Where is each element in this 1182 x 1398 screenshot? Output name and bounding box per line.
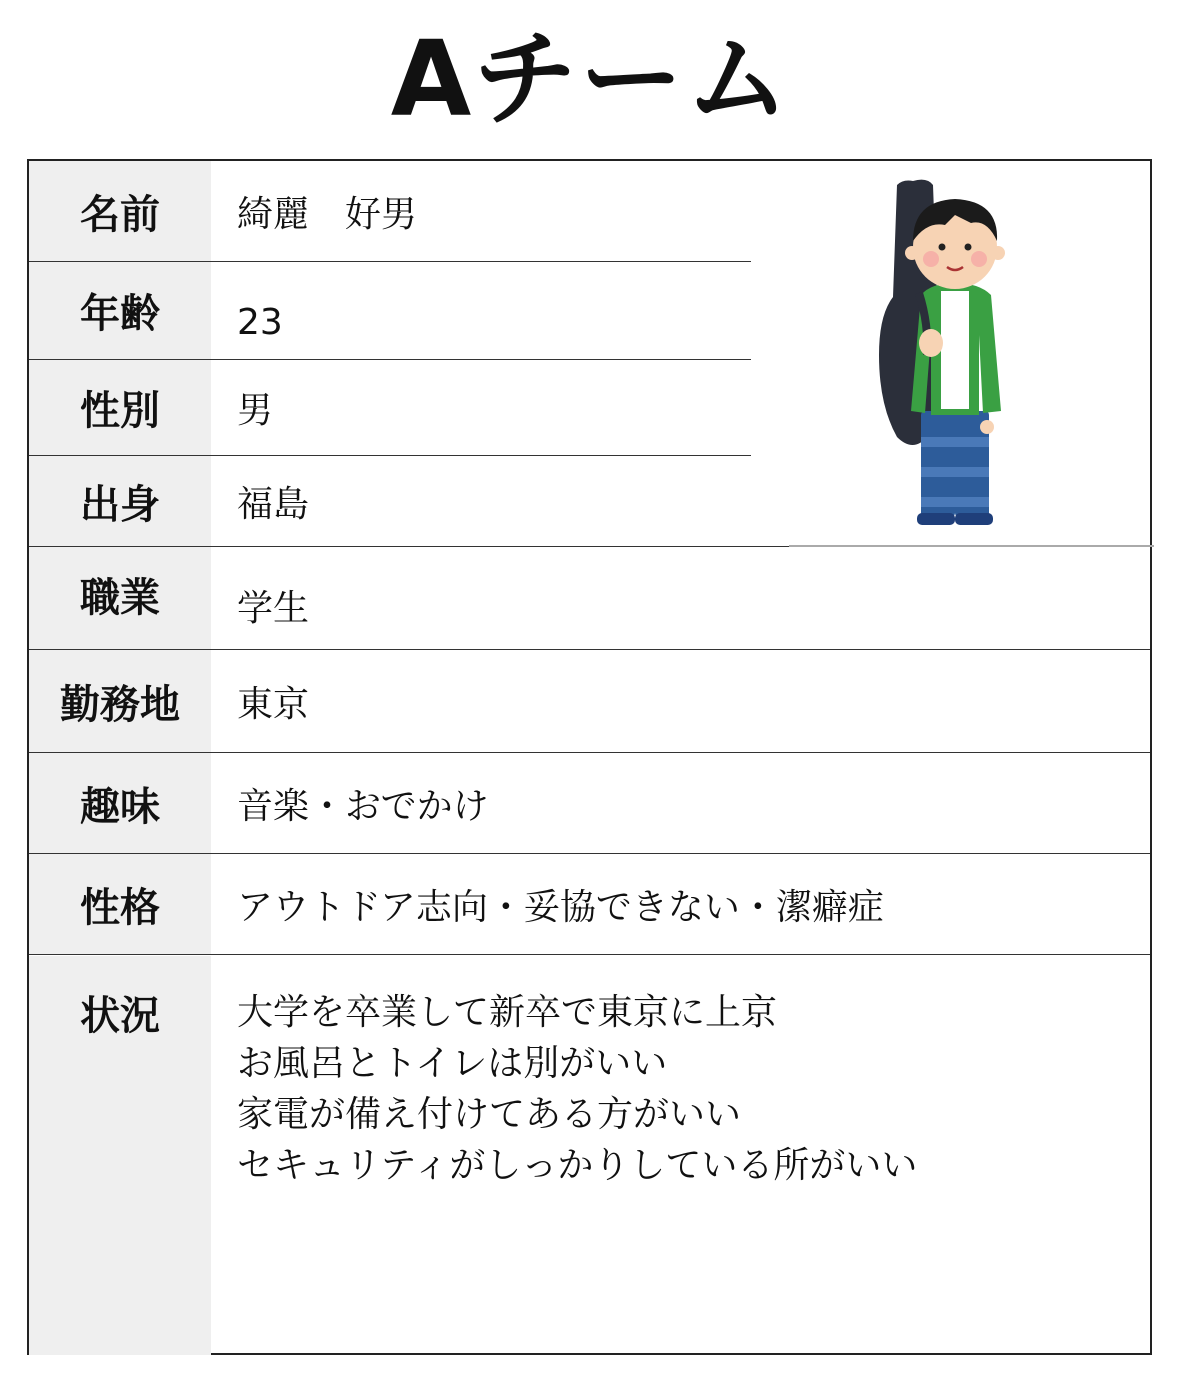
divider: [29, 954, 1150, 955]
status-line: お風呂とトイレは別がいい: [237, 1043, 668, 1084]
status-line: セキュリティがしっかりしている所がいい: [237, 1145, 918, 1186]
row-value: 綺麗 好男: [237, 193, 418, 235]
row-label: 勤務地: [29, 650, 211, 752]
row-value: 福島: [237, 483, 310, 525]
profile-row-personality: [29, 854, 1150, 954]
row-label: 出身: [29, 456, 211, 546]
profile-row-gender: [29, 360, 789, 455]
row-value: 東京: [237, 683, 310, 725]
status-line: 家電が備え付けてある方がいい: [237, 1094, 742, 1135]
row-label: 趣味: [29, 753, 211, 853]
profile-row-name: [29, 161, 789, 261]
row-label: 性別: [29, 360, 211, 455]
row-label: 年齢: [29, 262, 211, 359]
row-label: 職業: [29, 547, 211, 649]
profile-row-hobbies: [29, 753, 1150, 853]
row-value: アウトドア志向・妥協できない・潔癖症: [237, 886, 884, 928]
row-value: 23: [237, 302, 283, 343]
person-with-guitar-case-icon: [875, 175, 1015, 530]
profile-row-hometown: [29, 456, 789, 546]
profile-row-occupation: [29, 547, 1150, 649]
page-title: Aチーム: [390, 18, 792, 140]
row-label: 名前: [29, 161, 211, 261]
row-value: 男: [237, 390, 274, 431]
status-label: 状況: [29, 956, 211, 1355]
status-line: 大学を卒業して新卒で東京に上京: [237, 992, 778, 1033]
profile-card: [27, 159, 1152, 1355]
row-label: 性格: [29, 854, 211, 954]
row-value: 学生: [237, 587, 310, 629]
profile-row-workplace: [29, 650, 1150, 752]
status-text: [237, 987, 917, 1191]
profile-row-age: [29, 262, 789, 359]
row-value: 音楽・おでかけ: [237, 785, 489, 827]
